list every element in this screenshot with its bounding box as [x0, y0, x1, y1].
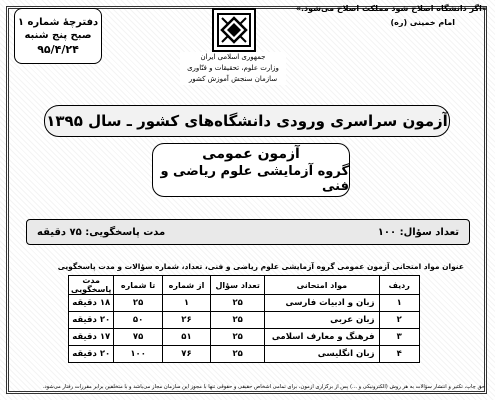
total-duration: مدت پاسخگویی: ۷۵ دقیقه	[37, 226, 166, 238]
subject-name: زبان عربی	[265, 312, 379, 329]
booklet-info-box	[14, 8, 102, 64]
question-count-cell: ۲۵	[211, 295, 265, 312]
question-count-cell: ۲۵	[211, 312, 265, 329]
exam-group-box	[152, 143, 350, 197]
row-number: ۴	[379, 346, 419, 363]
from-number-cell: ۵۱	[162, 329, 210, 346]
sanjesh-logo-icon	[212, 8, 256, 52]
header-question-count: تعداد سؤال	[211, 276, 265, 295]
row-number: ۱	[379, 295, 419, 312]
to-number-cell: ۷۵	[114, 329, 162, 346]
booklet-number: دفترچهٔ شماره ۱	[17, 16, 99, 28]
exam-group: گروه آزمایشی علوم ریاضی و فنی	[160, 164, 349, 194]
question-count-cell: ۲۵	[211, 329, 265, 346]
organization-block	[180, 52, 286, 85]
row-number: ۲	[379, 312, 419, 329]
quote-author: امام خمینی (ره)	[390, 18, 455, 27]
table-row	[69, 329, 420, 346]
header-from-number: از شماره	[162, 276, 210, 295]
table-row	[69, 295, 420, 312]
table-row	[69, 312, 420, 329]
question-count: تعداد سؤال: ۱۰۰	[377, 226, 459, 238]
to-number-cell: ۵۰	[114, 312, 162, 329]
to-number-cell: ۱۰۰	[114, 346, 162, 363]
question-count-cell: ۲۵	[211, 346, 265, 363]
exam-info-bar	[26, 219, 470, 245]
subject-name: زبان انگلیسی	[265, 346, 379, 363]
subject-name: فرهنگ و معارف اسلامی	[265, 329, 379, 346]
row-number: ۳	[379, 329, 419, 346]
org-country: جمهوری اسلامی ایران	[200, 53, 266, 61]
header-row-number: ردیف	[379, 276, 419, 295]
subject-name: زبان و ادبیات فارسی	[265, 295, 379, 312]
duration-cell: ۲۰ دقیقه	[69, 346, 114, 363]
exam-type: آزمون عمومی	[202, 146, 300, 162]
to-number-cell: ۲۵	[114, 295, 162, 312]
from-number-cell: ۱	[162, 295, 210, 312]
subjects-table	[68, 275, 420, 363]
duration-cell: ۱۸ دقیقه	[69, 295, 114, 312]
from-number-cell: ۷۶	[162, 346, 210, 363]
org-name: سازمان سنجش آموزش کشور	[188, 75, 278, 83]
copyright-footer: حق چاپ، تکثیر و انتشار سؤالات به هر روش (الکترونیکی و ...) پس از برگزاری آزمون، برای تمامی اشخاص حقیقی و حقوقی تنها با مجوز این سازمان مجاز می‌باشد و با متخلفین برابر مقررات رفتار می‌شود.	[42, 384, 485, 390]
booklet-session: صبح پنج شنبه	[24, 29, 92, 41]
duration-cell: ۱۷ دقیقه	[69, 329, 114, 346]
from-number-cell: ۲۶	[162, 312, 210, 329]
header-to-number: تا شماره	[114, 276, 162, 295]
exam-title: آزمون سراسری ورودی دانشگاه‌های کشور ـ سال ۱۳۹۵	[44, 105, 450, 137]
booklet-date: ۹۵/۴/۲۴	[37, 42, 79, 56]
header-quote: «اگر دانشگاه اصلاح شود مملکت اصلاح می‌شود.»	[295, 4, 487, 13]
table-row	[69, 346, 420, 363]
table-header-row	[69, 276, 420, 295]
header-duration: مدت پاسخگویی	[69, 276, 114, 295]
duration-cell: ۲۰ دقیقه	[69, 312, 114, 329]
table-caption: عنوان مواد امتحانی آزمون عمومی گروه آزمایشی علوم ریاضی و فنی، تعداد، شماره سؤالات و مدت پاسخگویی	[57, 262, 464, 271]
org-ministry: وزارت علوم، تحقیقات و فنّاوری	[187, 64, 279, 72]
header-subject: مواد امتحانی	[265, 276, 379, 295]
